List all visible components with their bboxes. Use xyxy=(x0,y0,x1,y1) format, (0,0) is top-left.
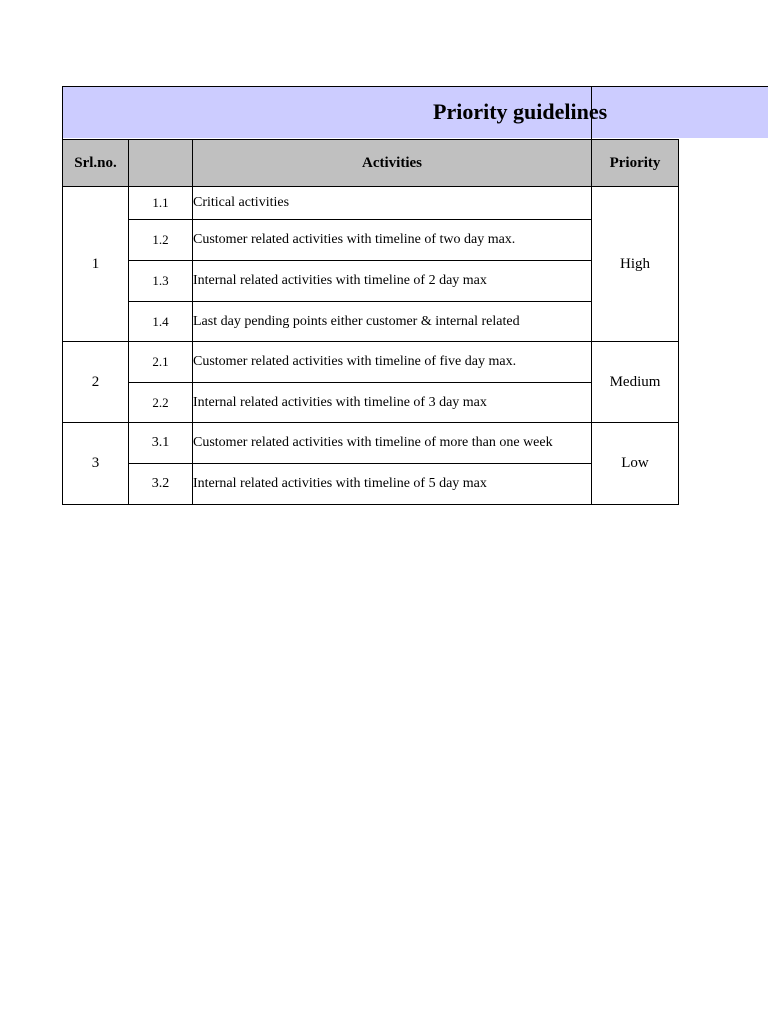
srl-cell: 1 xyxy=(63,187,129,342)
priority-cell: High xyxy=(592,187,679,342)
table-row xyxy=(63,261,679,302)
table-row xyxy=(63,423,679,464)
table-row xyxy=(63,464,679,505)
activity-cell: Customer related activities with timeline of five day max. xyxy=(193,342,592,383)
activity-cell: Internal related activities with timeline of 2 day max xyxy=(193,261,592,302)
header-activities: Activities xyxy=(193,140,592,187)
activity-cell: Customer related activities with timeline of two day max. xyxy=(193,220,592,261)
table-row xyxy=(63,220,679,261)
srl-cell: 2 xyxy=(63,342,129,423)
activity-cell: Internal related activities with timeline of 3 day max xyxy=(193,383,592,423)
sub-number-cell: 2.1 xyxy=(129,342,193,383)
sheet-title: Priority guidelines xyxy=(433,99,608,124)
header-srl: Srl.no. xyxy=(63,140,129,187)
priority-cell: Low xyxy=(592,423,679,505)
title-row xyxy=(63,87,679,140)
table-row xyxy=(63,187,679,220)
priority-cell: Medium xyxy=(592,342,679,423)
header-sub xyxy=(129,140,193,187)
sub-number-cell: 2.2 xyxy=(129,383,193,423)
header-row xyxy=(63,140,679,187)
srl-cell: 3 xyxy=(63,423,129,505)
table-row xyxy=(63,383,679,423)
title-cell-right xyxy=(592,87,679,140)
table-row xyxy=(63,302,679,342)
sub-number-cell: 1.3 xyxy=(129,261,193,302)
table-row xyxy=(63,342,679,383)
sub-number-cell: 3.1 xyxy=(129,423,193,464)
activity-cell: Last day pending points either customer & internal related xyxy=(193,302,592,342)
title-cell xyxy=(63,87,592,140)
activity-cell: Critical activities xyxy=(193,187,592,220)
priority-table xyxy=(62,86,679,505)
header-priority: Priority xyxy=(592,140,679,187)
sub-number-cell: 1.1 xyxy=(129,187,193,220)
sub-number-cell: 1.4 xyxy=(129,302,193,342)
sub-number-cell: 3.2 xyxy=(129,464,193,505)
sub-number-cell: 1.2 xyxy=(129,220,193,261)
activity-cell: Customer related activities with timeline of more than one week xyxy=(193,423,592,464)
activity-cell: Internal related activities with timeline of 5 day max xyxy=(193,464,592,505)
